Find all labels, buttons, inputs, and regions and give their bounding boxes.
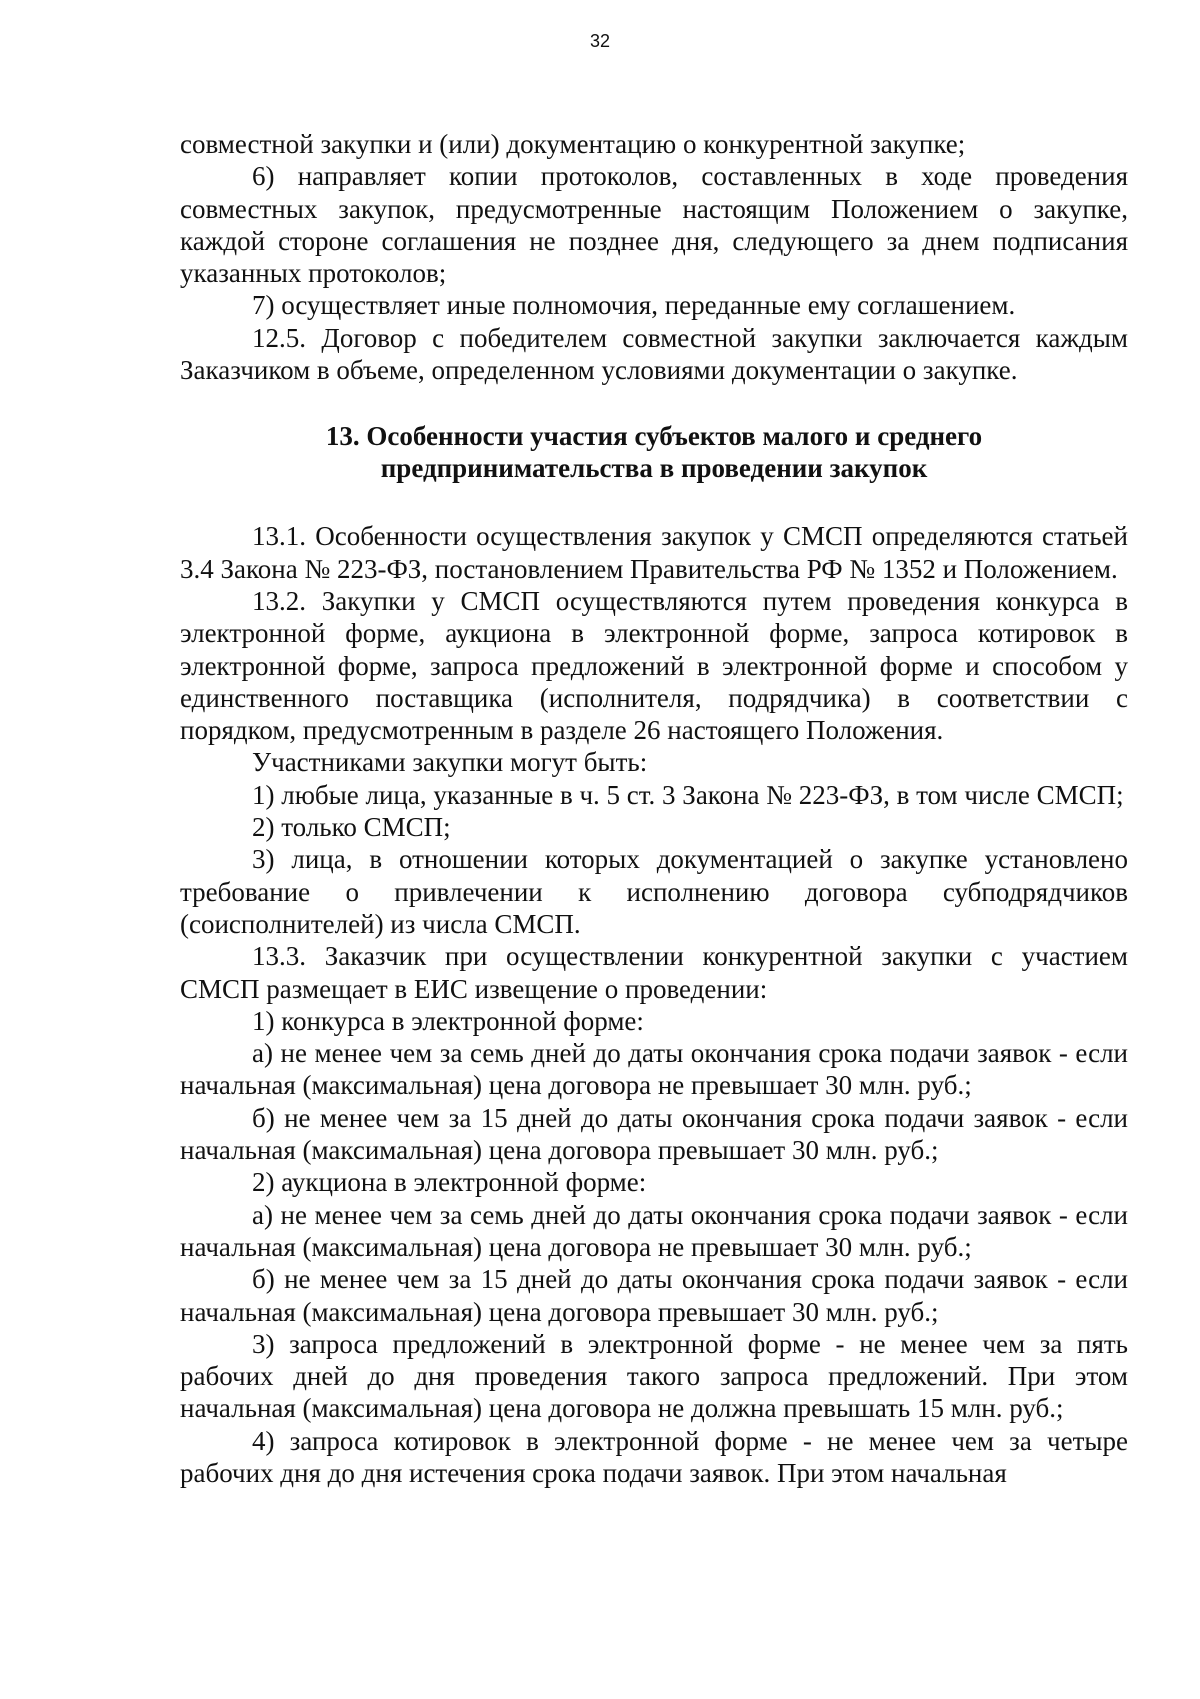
paragraph: а) не менее чем за семь дней до даты окончания срока подачи заявок - если начальная (максимальная) цена договора не превышает 30 млн. руб.;	[180, 1199, 1128, 1262]
section-heading	[180, 420, 1128, 484]
paragraph: 4) запроса котировок в электронной форме - не менее чем за четыре рабочих дня до дня истечения срока подачи заявок. При этом начальная	[180, 1425, 1128, 1488]
section-heading-line-2: предпринимательства в проведении закупок	[380, 453, 928, 484]
paragraph: 7) осуществляет иные полномочия, переданные ему соглашением.	[252, 290, 1016, 321]
paragraph: 13.3. Заказчик при осуществлении конкурентной закупки с участием СМСП размещает в ЕИС извещение о проведении:	[180, 941, 1128, 1004]
paragraph: 13.1. Особенности осуществления закупок у СМСП определяются статьей 3.4 Закона № 223-ФЗ, постановлением Правительства РФ № 1352 и Положением.	[180, 521, 1128, 584]
paragraph: а) не менее чем за семь дней до даты окончания срока подачи заявок - если начальная (максимальная) цена договора не превышает 30 млн. руб.;	[180, 1038, 1128, 1101]
paragraph: б) не менее чем за 15 дней до даты окончания срока подачи заявок - если начальная (максимальная) цена договора превышает 30 млн. руб.;	[180, 1102, 1128, 1166]
section-12-continuation	[180, 128, 1128, 386]
page-number: 32	[589, 31, 611, 51]
paragraph: 12.5. Договор с победителем совместной закупки заключается каждым Заказчиком в объеме, определенном условиями документации о закупке.	[180, 322, 1128, 386]
paragraph: Участниками закупки могут быть:	[252, 747, 648, 778]
paragraph: совместной закупки и (или) документацию о конкурентной закупке;	[180, 129, 966, 159]
paragraph: 3) запроса предложений в электронной форме - не менее чем за пять рабочих дней до дня проведения такого запроса предложений. При этом начальная (максимальная) цена договора не должна превышать 15 млн. руб.;	[180, 1328, 1128, 1424]
document-body	[180, 128, 1128, 1489]
paragraph: 1) конкурса в электронной форме:	[252, 1005, 644, 1036]
paragraph: 3) лица, в отношении которых документацией о закупке установлено требование о привлечении к исполнению договора субподрядчиков (соисполнителей) из числа СМСП.	[180, 844, 1128, 939]
paragraph: б) не менее чем за 15 дней до даты окончания срока подачи заявок - если начальная (максимальная) цена договора превышает 30 млн. руб.;	[180, 1264, 1128, 1327]
paragraph: 1) любые лица, указанные в ч. 5 ст. 3 Закона № 223-ФЗ, в том числе СМСП;	[252, 779, 1124, 810]
paragraph: 2) только СМСП;	[252, 812, 451, 843]
section-13-body	[180, 520, 1128, 1489]
paragraph: 13.2. Закупки у СМСП осуществляются путем проведения конкурса в электронной форме, аукциона в электронной форме, запроса котировок в электронной форме, запроса предложений в электронной форме и способом у единственного поставщика (исполнителя, подрядчика) в соответствии с порядком, предусмотренным в разделе 26 настоящего Положения.	[180, 585, 1128, 746]
paragraph: 2) аукциона в электронной форме:	[252, 1167, 647, 1198]
paragraph: 6) направляет копии протоколов, составленных в ходе проведения совместных закупок, предусмотренные настоящим Положением о закупке, каждой стороне соглашения не позднее дня, следующего за днем подписания указанных протоколов;	[180, 161, 1128, 289]
section-heading-line-1: 13. Особенности участия субъектов малого и среднего	[325, 421, 983, 452]
